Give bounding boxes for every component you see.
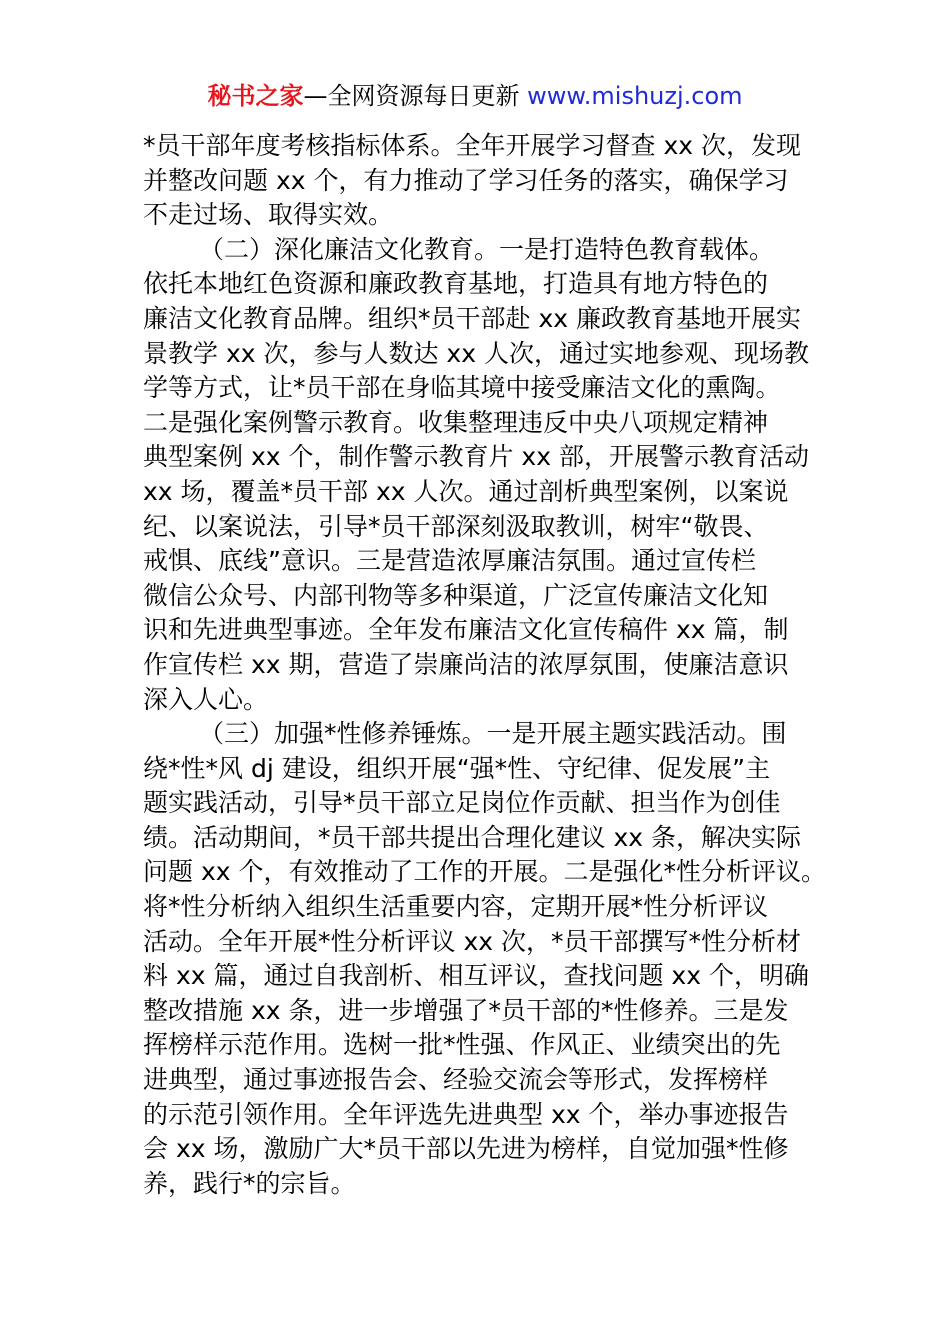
site-brand: 秘书之家: [207, 82, 304, 110]
text-line: 依托本地红色资源和廉政教育基地，打造具有地方特色的: [143, 269, 769, 299]
text-line: 廉洁文化教育品牌。组织*员干部赴 xx 廉政教育基地开展实: [143, 303, 801, 333]
text-line: 绩。活动期间，*员干部共提出合理化建议 xx 条，解决实际: [143, 822, 801, 852]
text-line: 会 xx 场，激励广大*员干部以先进为榜样，自觉加强*性修: [143, 1134, 789, 1164]
text-line: 二是强化案例警示教育。收集整理违反中央八项规定精神: [143, 407, 769, 437]
text-line: *员干部年度考核指标体系。全年开展学习督查 xx 次，发现: [143, 131, 801, 160]
site-header: [0, 78, 950, 114]
text-line: （三）加强*性修养锤炼。一是开展主题实践活动。围: [199, 719, 787, 749]
document-body: [143, 129, 826, 1201]
text-line: 的示范引领作用。全年评选先进典型 xx 个，举办事迹报告: [143, 1099, 789, 1129]
text-line: （二）深化廉洁文化教育。一是打造特色教育载体。: [199, 234, 775, 264]
text-line: 绕*性*风 dj 建设，组织开展“强*性、守纪律、促发展”主: [143, 753, 771, 783]
text-line: 料 xx 篇，通过自我剖析、相互评议，查找问题 xx 个，明确: [143, 961, 809, 991]
text-line: 问题 xx 个，有效推动了工作的开展。二是强化*性分析评议。: [143, 857, 826, 887]
text-line: 学等方式，让*员干部在身临其境中接受廉洁文化的熏陶。: [143, 373, 781, 403]
text-line: 将*性分析纳入组织生活重要内容，定期开展*性分析评议: [143, 892, 769, 922]
text-line: 活动。全年开展*性分析评议 xx 次，*员干部撰写*性分析材: [143, 926, 801, 956]
text-line: 挥榜样示范作用。选树一批*性强、作风正、业绩突出的先: [143, 1030, 781, 1060]
text-line: 不走过场、取得实效。: [143, 200, 394, 230]
text-line: 进典型，通过事迹报告会、经验交流会等形式，发挥榜样: [143, 1065, 769, 1095]
text-line: 景教学 xx 次，参与人数达 xx 人次，通过实地参观、现场教: [143, 338, 809, 368]
text-line: 整改措施 xx 条，进一步增强了*员干部的*性修养。三是发: [143, 995, 789, 1025]
text-line: 纪、以案说法，引导*员干部深刻汲取教训，树牢“敬畏、: [143, 511, 769, 541]
text-line: 深入人心。: [143, 684, 269, 714]
site-tagline: —全网资源每日更新: [303, 82, 528, 110]
text-line: xx 场，覆盖*员干部 xx 人次。通过剖析典型案例，以案说: [143, 476, 789, 506]
text-line: 题实践活动，引导*员干部立足岗位作贡献、担当作为创佳: [143, 788, 781, 818]
text-line: 养，践行*的宗旨。: [143, 1168, 356, 1198]
text-line: 戒惧、底线”意识。三是营造浓厚廉洁氛围。通过宣传栏: [143, 546, 756, 576]
text-line: 并整改问题 xx 个，有力推动了学习任务的落实，确保学习: [143, 165, 789, 195]
text-line: 作宣传栏 xx 期，营造了崇廉尚洁的浓厚氛围，使廉洁意识: [143, 649, 789, 679]
text-line: 识和先进典型事迹。全年发布廉洁文化宣传稿件 xx 篇，制: [143, 615, 789, 645]
site-url-link[interactable]: www.mishuzj.com: [527, 82, 743, 110]
text-line: 微信公众号、内部刊物等多种渠道，广泛宣传廉洁文化知: [143, 580, 769, 610]
text-line: 典型案例 xx 个，制作警示教育片 xx 部，开展警示教育活动: [143, 442, 809, 472]
